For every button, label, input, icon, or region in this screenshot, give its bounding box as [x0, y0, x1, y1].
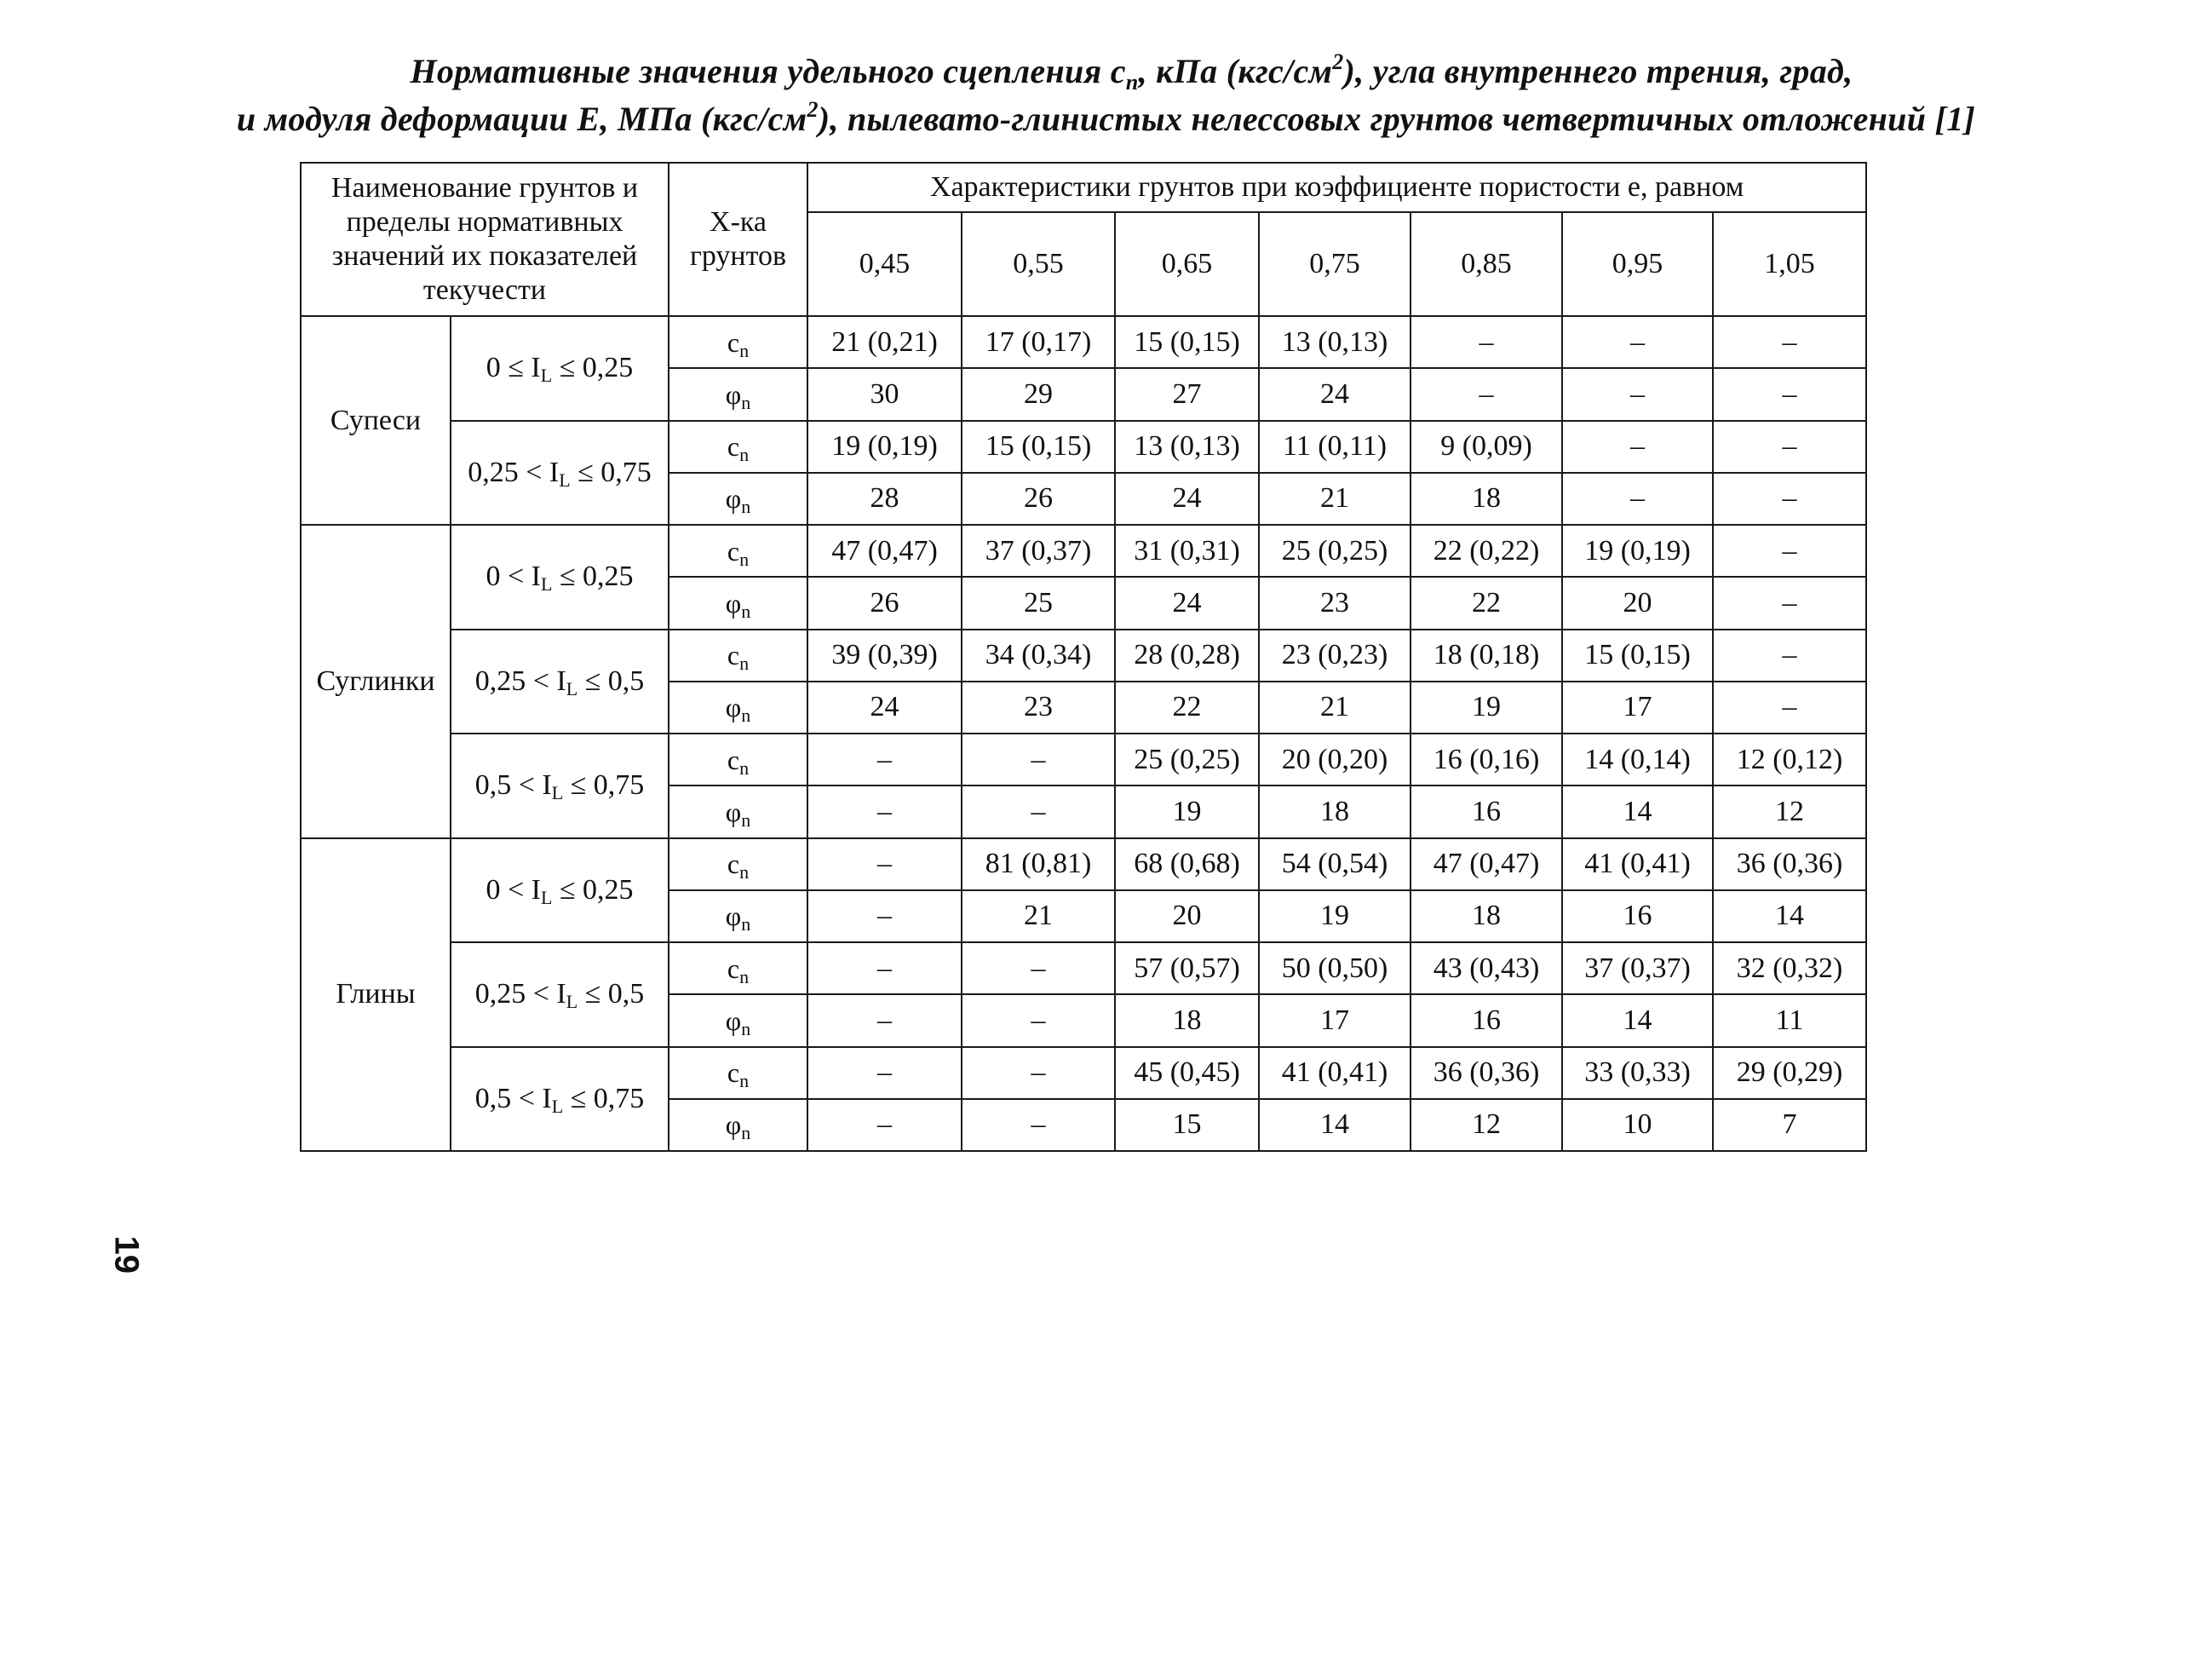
range-suffix: ≤ 0,5 [577, 978, 645, 1010]
value-cell: 18 (0,18) [1411, 630, 1562, 682]
value-cell: 28 [807, 473, 962, 525]
value-cell: 17 [1259, 994, 1411, 1046]
value-cell: – [807, 942, 962, 994]
value-cell: 41 (0,41) [1259, 1047, 1411, 1099]
soil-name-cell: Глины [301, 838, 451, 1152]
symbol-friction-angle [669, 682, 807, 734]
value-cell: 31 (0,31) [1115, 525, 1259, 577]
symbol-subscript: n [739, 757, 750, 779]
value-cell: – [962, 994, 1115, 1046]
range-prefix: 0,25 < I [474, 665, 566, 697]
symbol-cohesion [669, 942, 807, 994]
value-cell: 12 [1713, 785, 1866, 837]
value-cell: 24 [1115, 577, 1259, 629]
symbol-subscript: n [741, 496, 751, 518]
value-cell: – [807, 1047, 962, 1099]
value-cell: 15 [1115, 1099, 1259, 1151]
liquidity-range-cell [451, 1047, 669, 1152]
value-cell: 36 (0,36) [1411, 1047, 1562, 1099]
value-cell: 57 (0,57) [1115, 942, 1259, 994]
range-subscript: L [551, 1095, 564, 1117]
value-cell: – [1713, 316, 1866, 368]
symbol-base: c [727, 1057, 740, 1089]
header-soil-name: Наименование грунтов и пределы нормативных значений их показателей текучести [301, 163, 669, 316]
range-prefix: 0,5 < I [474, 769, 552, 802]
value-cell: – [1713, 368, 1866, 420]
value-cell: 37 (0,37) [1562, 942, 1713, 994]
value-cell: 18 [1411, 473, 1562, 525]
value-cell: 15 (0,15) [1562, 630, 1713, 682]
value-cell: 23 (0,23) [1259, 630, 1411, 682]
symbol-subscript: n [739, 653, 750, 675]
table-row [301, 525, 1866, 577]
symbol-friction-angle [669, 890, 807, 942]
header-porosity-value: 1,05 [1713, 212, 1866, 316]
value-cell: 17 [1562, 682, 1713, 734]
symbol-base: φ [725, 483, 742, 515]
header-porosity-value: 0,55 [962, 212, 1115, 316]
title-superscript: 2 [1332, 49, 1344, 74]
soil-name-cell: Супеси [301, 316, 451, 525]
value-cell: 33 (0,33) [1562, 1047, 1713, 1099]
value-cell: 19 (0,19) [807, 421, 962, 473]
symbol-base: φ [725, 1004, 742, 1036]
symbol-cohesion [669, 734, 807, 785]
value-cell: 29 (0,29) [1713, 1047, 1866, 1099]
header-porosity-value: 0,75 [1259, 212, 1411, 316]
value-cell: 28 (0,28) [1115, 630, 1259, 682]
header-porosity-value: 0,65 [1115, 212, 1259, 316]
value-cell: – [1713, 630, 1866, 682]
liquidity-range-cell [451, 316, 669, 421]
value-cell: – [962, 734, 1115, 785]
liquidity-range-cell [451, 525, 669, 630]
value-cell: 14 [1562, 785, 1713, 837]
value-cell: 26 [962, 473, 1115, 525]
symbol-friction-angle [669, 785, 807, 837]
value-cell: 45 (0,45) [1115, 1047, 1259, 1099]
range-suffix: ≤ 0,5 [577, 665, 645, 697]
value-cell: 14 [1562, 994, 1713, 1046]
title-text-part: Нормативные значения удельного сцепления c [410, 52, 1126, 90]
symbol-base: c [727, 744, 740, 775]
symbol-subscript: n [739, 1070, 750, 1092]
value-cell: 20 [1115, 890, 1259, 942]
liquidity-range-cell [451, 421, 669, 526]
range-subscript: L [566, 677, 578, 699]
symbol-base: φ [725, 1109, 742, 1141]
symbol-subscript: n [739, 444, 750, 466]
symbol-friction-angle [669, 1099, 807, 1151]
symbol-cohesion [669, 630, 807, 682]
value-cell: 18 [1115, 994, 1259, 1046]
range-suffix: ≤ 0,25 [552, 873, 634, 906]
value-cell: – [1562, 473, 1713, 525]
symbol-friction-angle [669, 994, 807, 1046]
title-superscript: 2 [807, 97, 819, 122]
symbol-base: c [727, 952, 740, 984]
value-cell: 14 [1713, 890, 1866, 942]
value-cell: 41 (0,41) [1562, 838, 1713, 890]
value-cell: 25 (0,25) [1259, 525, 1411, 577]
table-header [301, 163, 1866, 316]
value-cell: 14 (0,14) [1562, 734, 1713, 785]
value-cell: 22 [1115, 682, 1259, 734]
page-title [0, 48, 2212, 143]
liquidity-range-cell [451, 630, 669, 734]
value-cell: – [807, 734, 962, 785]
header-porosity-value: 0,45 [807, 212, 962, 316]
range-prefix: 0 < I [485, 873, 541, 906]
range-prefix: 0,25 < I [474, 978, 566, 1010]
table-row [301, 1047, 1866, 1099]
value-cell: – [1713, 577, 1866, 629]
symbol-cohesion [669, 838, 807, 890]
value-cell: – [807, 838, 962, 890]
range-prefix: 0 < I [485, 561, 541, 593]
symbol-friction-angle [669, 577, 807, 629]
value-cell: 27 [1115, 368, 1259, 420]
value-cell: – [1562, 421, 1713, 473]
value-cell: 47 (0,47) [1411, 838, 1562, 890]
value-cell: 14 [1259, 1099, 1411, 1151]
value-cell: 32 (0,32) [1713, 942, 1866, 994]
table-row [301, 421, 1866, 473]
symbol-base: φ [725, 587, 742, 619]
symbol-subscript: n [741, 808, 751, 831]
value-cell: 7 [1713, 1099, 1866, 1151]
title-line-2 [0, 95, 2212, 143]
value-cell: – [1713, 473, 1866, 525]
table-row [301, 942, 1866, 994]
symbol-base: c [727, 326, 740, 358]
value-cell: 47 (0,47) [807, 525, 962, 577]
value-cell: – [962, 1099, 1115, 1151]
liquidity-range-cell [451, 734, 669, 838]
value-cell: 23 [962, 682, 1115, 734]
header-characteristic: Х-ка грунтов [669, 163, 807, 316]
symbol-base: c [727, 640, 740, 671]
value-cell: 16 [1411, 994, 1562, 1046]
value-cell: 26 [807, 577, 962, 629]
symbol-subscript: n [741, 391, 751, 413]
symbol-subscript: n [739, 548, 750, 570]
value-cell: 30 [807, 368, 962, 420]
value-cell: 36 (0,36) [1713, 838, 1866, 890]
value-cell: 12 (0,12) [1713, 734, 1866, 785]
soil-properties-table [300, 162, 1867, 1152]
symbol-subscript: n [741, 705, 751, 727]
value-cell: 20 [1562, 577, 1713, 629]
value-cell: – [962, 1047, 1115, 1099]
range-subscript: L [540, 573, 553, 596]
title-subscript: n [1125, 70, 1139, 95]
page-number: 19 [107, 1235, 146, 1274]
value-cell: 20 (0,20) [1259, 734, 1411, 785]
value-cell: 21 [1259, 682, 1411, 734]
value-cell: 24 [1259, 368, 1411, 420]
title-text-part: ), угла внутреннего трения, град, [1343, 52, 1853, 90]
range-subscript: L [540, 886, 553, 908]
value-cell: 13 (0,13) [1115, 421, 1259, 473]
value-cell: – [807, 785, 962, 837]
liquidity-range-cell [451, 838, 669, 943]
value-cell: 16 [1411, 785, 1562, 837]
liquidity-range-cell [451, 942, 669, 1047]
value-cell: 22 [1411, 577, 1562, 629]
value-cell: 21 [962, 890, 1115, 942]
value-cell: 9 (0,09) [1411, 421, 1562, 473]
value-cell: – [807, 890, 962, 942]
symbol-base: φ [725, 796, 742, 827]
table-row [301, 838, 1866, 890]
range-prefix: 0,25 < I [468, 456, 560, 488]
symbol-subscript: n [739, 339, 750, 361]
symbol-subscript: n [739, 965, 750, 987]
table-row [301, 630, 1866, 682]
value-cell: 50 (0,50) [1259, 942, 1411, 994]
value-cell: 18 [1259, 785, 1411, 837]
value-cell: 21 (0,21) [807, 316, 962, 368]
table-row [301, 734, 1866, 785]
soil-name-cell: Суглинки [301, 525, 451, 838]
value-cell: 11 (0,11) [1259, 421, 1411, 473]
symbol-friction-angle [669, 368, 807, 420]
symbol-subscript: n [741, 913, 751, 935]
header-porosity-value: 0,85 [1411, 212, 1562, 316]
value-cell: – [1562, 316, 1713, 368]
value-cell: 16 [1562, 890, 1713, 942]
symbol-base: φ [725, 901, 742, 932]
value-cell: 24 [1115, 473, 1259, 525]
title-line-1 [0, 48, 2212, 95]
header-porosity-group: Характеристики грунтов при коэффициенте пористости e, равном [807, 163, 1866, 212]
symbol-subscript: n [741, 600, 751, 622]
value-cell: 15 (0,15) [962, 421, 1115, 473]
symbol-base: φ [725, 378, 742, 410]
value-cell: – [962, 942, 1115, 994]
value-cell: – [1713, 682, 1866, 734]
symbol-subscript: n [741, 1122, 751, 1144]
title-text-part: ), пылевато-глинистых нелессовых грунтов четвертичных отложений [1] [818, 100, 1976, 138]
value-cell: 16 (0,16) [1411, 734, 1562, 785]
value-cell: 29 [962, 368, 1115, 420]
value-cell: 19 [1259, 890, 1411, 942]
value-cell: 25 [962, 577, 1115, 629]
value-cell: 11 [1713, 994, 1866, 1046]
value-cell: 81 (0,81) [962, 838, 1115, 890]
range-suffix: ≤ 0,25 [552, 561, 634, 593]
symbol-base: φ [725, 692, 742, 723]
value-cell: 68 (0,68) [1115, 838, 1259, 890]
range-subscript: L [559, 469, 571, 491]
value-cell: 10 [1562, 1099, 1713, 1151]
value-cell: 34 (0,34) [962, 630, 1115, 682]
value-cell: 25 (0,25) [1115, 734, 1259, 785]
value-cell: – [1713, 421, 1866, 473]
value-cell: 24 [807, 682, 962, 734]
symbol-cohesion [669, 1047, 807, 1099]
symbol-friction-angle [669, 473, 807, 525]
symbol-cohesion [669, 316, 807, 368]
value-cell: 18 [1411, 890, 1562, 942]
range-subscript: L [566, 991, 578, 1013]
value-cell: 39 (0,39) [807, 630, 962, 682]
symbol-base: c [727, 849, 740, 880]
title-text-part: и модуля деформации E, МПа (кгс/см [236, 100, 807, 138]
value-cell: – [807, 1099, 962, 1151]
range-suffix: ≤ 0,25 [552, 352, 634, 384]
value-cell: 19 [1115, 785, 1259, 837]
range-suffix: ≤ 0,75 [570, 456, 652, 488]
value-cell: 37 (0,37) [962, 525, 1115, 577]
value-cell: – [807, 994, 962, 1046]
range-prefix: 0,5 < I [474, 1082, 552, 1114]
range-subscript: L [551, 782, 564, 804]
value-cell: 17 (0,17) [962, 316, 1115, 368]
symbol-base: c [727, 535, 740, 567]
title-text-part: , кПа (кгс/см [1138, 52, 1333, 90]
range-prefix: 0 ≤ I [485, 352, 541, 384]
value-cell: 12 [1411, 1099, 1562, 1151]
header-porosity-value: 0,95 [1562, 212, 1713, 316]
table-row [301, 316, 1866, 368]
value-cell: – [1411, 316, 1562, 368]
value-cell: 43 (0,43) [1411, 942, 1562, 994]
value-cell: 19 (0,19) [1562, 525, 1713, 577]
range-suffix: ≤ 0,75 [563, 1082, 645, 1114]
range-subscript: L [540, 365, 553, 387]
symbol-cohesion [669, 525, 807, 577]
value-cell: 54 (0,54) [1259, 838, 1411, 890]
value-cell: – [962, 785, 1115, 837]
value-cell: 23 [1259, 577, 1411, 629]
range-suffix: ≤ 0,75 [563, 769, 645, 802]
value-cell: – [1713, 525, 1866, 577]
symbol-subscript: n [741, 1017, 751, 1039]
value-cell: – [1411, 368, 1562, 420]
value-cell: 22 (0,22) [1411, 525, 1562, 577]
value-cell: 21 [1259, 473, 1411, 525]
value-cell: 19 [1411, 682, 1562, 734]
symbol-cohesion [669, 421, 807, 473]
value-cell: 15 (0,15) [1115, 316, 1259, 368]
symbol-subscript: n [739, 861, 750, 883]
value-cell: 13 (0,13) [1259, 316, 1411, 368]
value-cell: – [1562, 368, 1713, 420]
symbol-base: c [727, 431, 740, 463]
table-body [301, 316, 1866, 1151]
